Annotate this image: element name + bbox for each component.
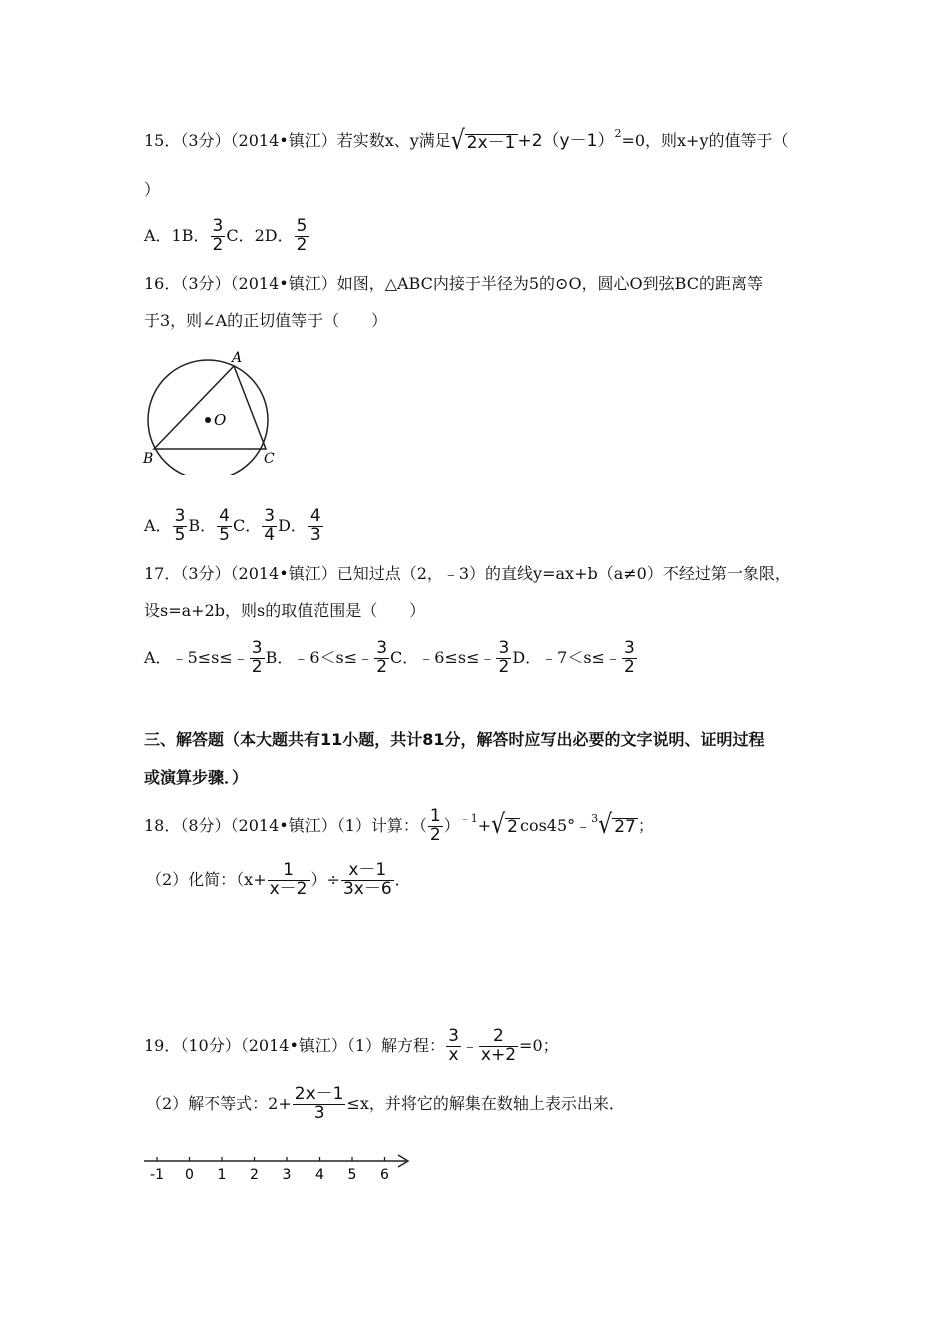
fraction: $\frac{3}{2}$	[212, 216, 224, 255]
q15-options: A．1B． $\frac{3}{2}$ C．2D． $\frac{5}{2}$	[144, 216, 308, 255]
fraction: $\frac{3}{4}$	[264, 506, 276, 545]
q18-part1: 18．（8分）（2014•镇江）（1）计算：（ $\frac{1}{2}$ ）$^{﹣1}$+√ 2 cos45°﹣$^3$√ 27 ；	[144, 806, 654, 845]
triangle-abc	[154, 366, 266, 449]
number-line-label: 6	[380, 1167, 389, 1183]
q17-stem-line1: 17．（3分）（2014•镇江）已知过点（2，﹣3）的直线y=ax+b（a≠0）不经过第一象限，	[144, 564, 791, 583]
number-line-label: 3	[282, 1167, 292, 1183]
q16-stem-line1: 16．（3分）（2014•镇江）如图，△ABC内接于半径为5的⊙O，圆心O到弦BC的距离等	[144, 274, 763, 293]
section-heading-line1: 三、解答题（本大题共有11小题，共计81分，解答时应写出必要的文字说明、证明过程	[144, 730, 765, 749]
fraction: $\frac{4}{5}$	[219, 506, 230, 545]
fraction: $\frac{3}{5}$	[174, 506, 186, 545]
fraction: $\frac{4}{3}$	[309, 506, 321, 545]
section-heading-line2: 或演算步骤．）	[144, 768, 249, 787]
q16-options: A． $\frac{3}{5}$ B． $\frac{4}{5}$ C． $\frac{3}{4}$ D． $\frac{4}{3}$	[144, 506, 321, 545]
q19-part2: （2）解不等式：2+ $\frac{2x-1}{3}$ ≤x，并将它的解集在数轴上表示出来．	[146, 1084, 625, 1123]
sqrt-expression: √ 2	[491, 810, 518, 841]
label-c: C	[264, 451, 275, 467]
q15-stem: 15．（3分）（2014•镇江）若实数x、y满足√ $2x-1 +2(y-1)^2=0$，则x+y的值等于（	[144, 125, 789, 156]
fraction: $\frac{1}{2}$	[429, 806, 441, 845]
label-a: A	[232, 350, 243, 366]
fraction: $\frac{3}{2}$	[376, 638, 388, 677]
label-o: O	[214, 411, 227, 429]
circle-triangle-figure	[138, 345, 288, 475]
number-line	[140, 1148, 420, 1188]
center-point	[205, 417, 211, 423]
q19-part1: 19．（10分）（2014•镇江）（1）解方程： $\frac{3}{x}$ ﹣ $\frac{2}{x+2}$ =0；	[144, 1026, 559, 1065]
number-line-label: 2	[250, 1167, 259, 1183]
fraction: $\frac{2}{x+2}$	[480, 1026, 517, 1065]
fraction: $\frac{2x-1}{3}$	[294, 1084, 344, 1123]
q18-part2: （2）化简：（x+ $\frac{1}{x-2}$ ）÷ $\frac{x-1}{3x-6}$ ．	[146, 860, 411, 899]
number-line-label: 4	[315, 1167, 324, 1183]
cube-root-expression: √ 27	[598, 810, 636, 841]
q17-stem-line2: 设s=a+2b，则s的取值范围是（ ）	[144, 601, 426, 620]
fraction: $\frac{3}{x}$	[448, 1026, 459, 1065]
sqrt-expression: √ 2x－1	[450, 125, 516, 156]
fraction: $\frac{3}{2}$	[623, 638, 635, 677]
number-line-label: 1	[217, 1167, 227, 1183]
number-line-label: -1	[150, 1167, 164, 1183]
q17-options: A．﹣5≤s≤﹣ $\frac{3}{2}$ B．﹣6＜s≤﹣ $\frac{3}{2}$ C．﹣6≤s≤﹣ $\frac{3}{2}$ D．﹣7＜s≤﹣ $\frac{3}{2}$	[144, 638, 635, 677]
fraction: $\frac{5}{2}$	[296, 216, 308, 255]
fraction: $\frac{3}{2}$	[498, 638, 510, 677]
number-line-label: 5	[347, 1167, 357, 1183]
fraction: $\frac{x-1}{3x-6}$	[342, 860, 392, 899]
q15-stem-close: ）	[144, 180, 161, 199]
number-line-label: 0	[185, 1167, 194, 1183]
q16-stem-line2: 于3，则∠A的正切值等于（ ）	[144, 311, 388, 330]
fraction: $\frac{3}{2}$	[251, 638, 263, 677]
fraction: $\frac{1}{x-2}$	[269, 860, 308, 899]
label-b: B	[143, 451, 154, 467]
